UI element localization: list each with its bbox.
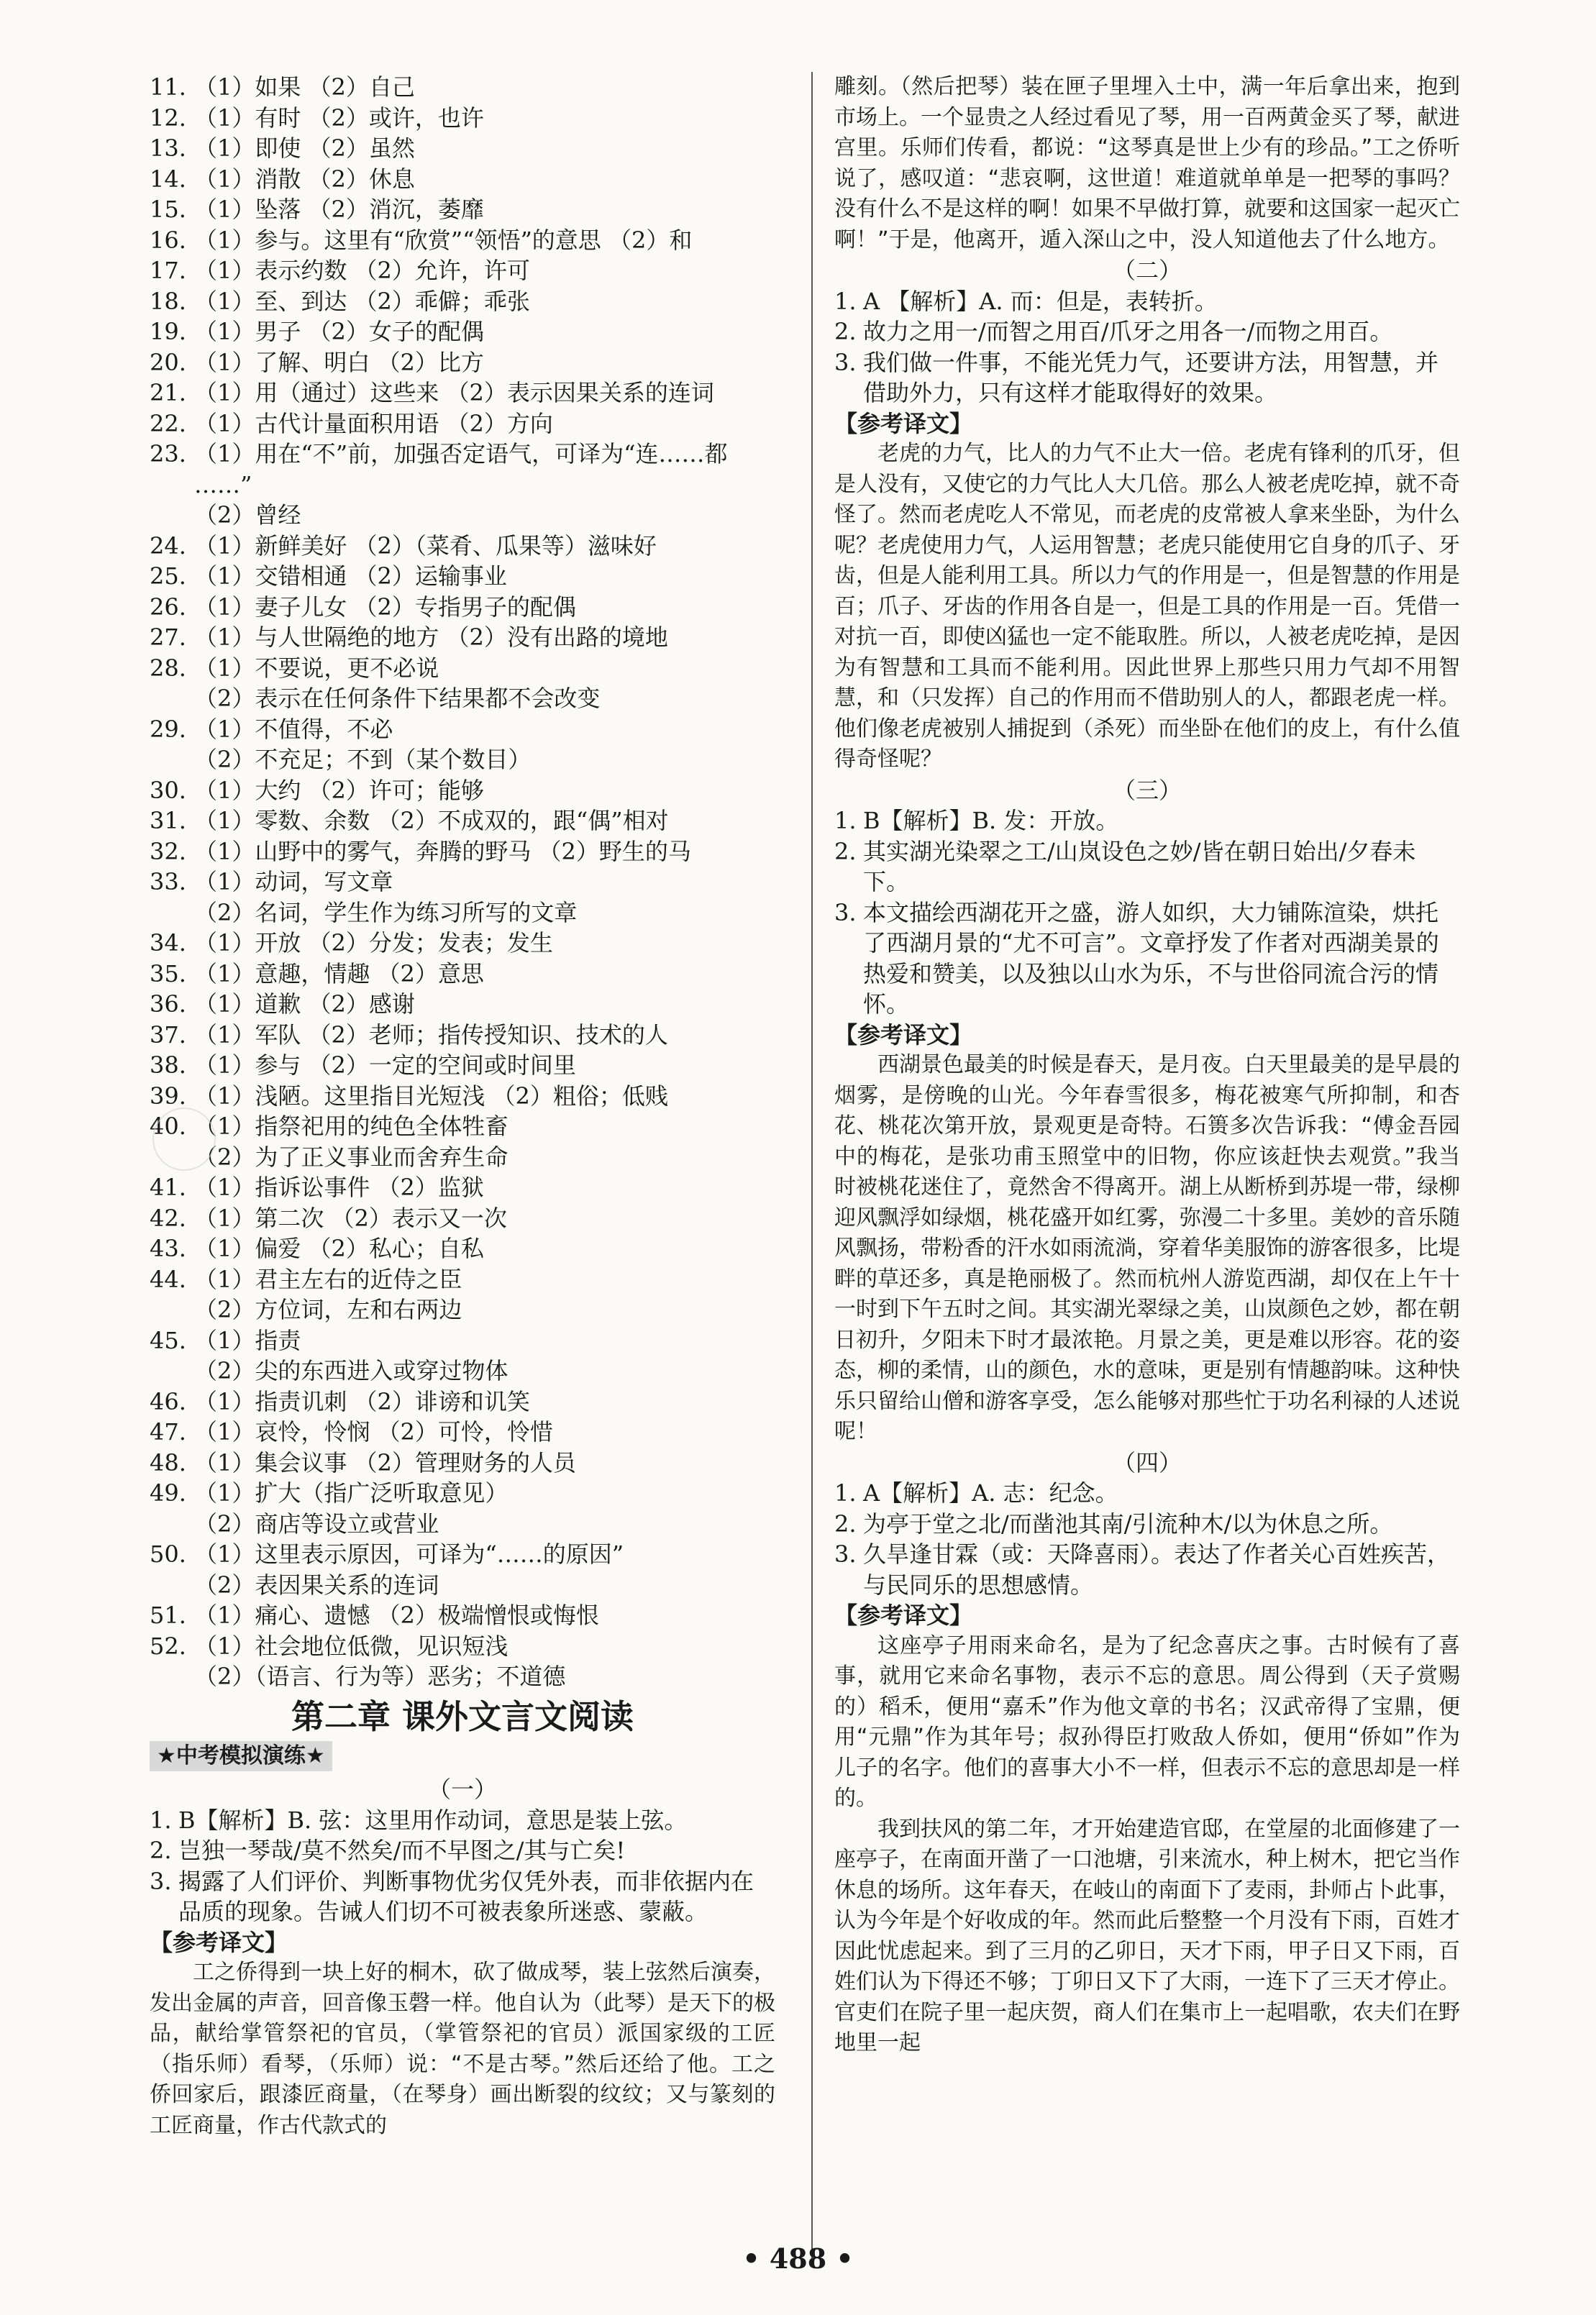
item23-continuation: ……” — [194, 470, 252, 498]
item-text: （1）集会议事 （2）管理财务的人员 — [194, 1448, 576, 1476]
section-2-title: （二） — [1112, 257, 1182, 284]
answer-item — [150, 1417, 775, 1448]
item-number: 12. — [150, 104, 186, 132]
item23-part2: （2）曾经 — [194, 501, 301, 529]
answer-item — [150, 867, 775, 898]
question-item — [834, 1539, 1460, 1600]
item-text: A 【解析】A. 而：但是，表转折。 — [863, 287, 1218, 315]
answer-item — [150, 1111, 775, 1142]
section-4-translation-p2: 我到扶风的第二年，才开始建造官邸，在堂屋的北面修建了一座亭子，在南面开凿了一口池塘，引来流水，种上树木，把它当作休息的场所。这年春天，在岐山的南面下了麦雨，卦师占卜此事，认为今年是个好收成的年。然而此后整整一个月没有下雨，百姓才因此忧虑起来。到了三月的乙卯日，天才下雨，甲子日又下雨，百姓们认为下得还不够；丁卯日又下了大雨，一连下了三天才停止。官吏们在院子里一起庆贺，商人们在集市上一起唱歌，农夫们在野地里一起 — [834, 1816, 1460, 2055]
answer-item — [150, 133, 775, 164]
item-number: 2. — [150, 1837, 172, 1864]
item-text: （1）偏爱 （2）私心；自私 — [194, 1235, 484, 1262]
item-number: 29. — [150, 715, 186, 743]
item40-part2: （2）为了正义事业而舍弃生命 — [194, 1143, 509, 1171]
item-number: 40. — [150, 1113, 186, 1140]
item-number: 41. — [150, 1174, 186, 1201]
section-1-translation: 工之侨得到一块上好的桐木，砍了做成琴，装上弦然后演奏，发出金属的声音，回音像玉磬一样。他自认为（此琴）是天下的极品，献给掌管祭祀的官员，（掌管祭祀的官员）派国家级的工匠（指乐师）看琴，（乐师）说：“不是古琴。”然后还给了他。工之侨回家后，跟漆匠商量，（在琴身）画出断裂的纹纹；又与篆刻的工匠商量，作古代款式的 — [150, 1960, 775, 2138]
item-text: （1）君主左右的近侍之臣 — [194, 1265, 462, 1293]
item50-part2: （2）表因果关系的连词 — [194, 1571, 439, 1599]
item-number: 47. — [150, 1418, 186, 1446]
item29-part2: （2）不充足；不到（某个数目） — [194, 746, 532, 773]
item-text: （1）道歉 （2）感谢 — [194, 990, 415, 1018]
item-text: （1）开放 （2）分发；发表；发生 — [194, 929, 553, 956]
answer-item — [150, 1631, 775, 1662]
answer-item — [150, 286, 775, 317]
answer-item — [150, 1387, 775, 1417]
reference-translation-label: 【参考译文】 — [834, 1602, 973, 1629]
answer-item — [150, 959, 775, 990]
item-number: 1. — [834, 807, 857, 834]
item-number: 11. — [150, 73, 186, 101]
item-text: （1）男子 （2）女子的配偶 — [194, 318, 484, 345]
answer-item-29 — [150, 714, 775, 745]
item-text: A【解析】A. 志：纪念。 — [863, 1479, 1118, 1507]
item-number: 38. — [150, 1051, 186, 1079]
item-number: 28. — [150, 654, 186, 682]
page-number: • 488 • — [742, 2242, 854, 2275]
item-text: （1）妻子儿女 （2）专指男子的配偶 — [194, 593, 576, 621]
item-text: （1）指诉讼事件 （2）监狱 — [194, 1174, 484, 1201]
chapter-title: 第二章 课外文言文阅读 — [291, 1697, 634, 1736]
answer-item — [150, 928, 775, 959]
item-number: 13. — [150, 134, 186, 162]
item-text: （1）坠落 （2）消沉，萎靡 — [194, 196, 484, 223]
item-text: （1）表示约数 （2）允许，许可 — [194, 257, 530, 284]
item-text: （1）山野中的雾气，奔腾的野马 （2）野生的马 — [194, 837, 691, 865]
answer-item — [150, 1172, 775, 1203]
item-text: （1）与人世隔绝的地方 （2）没有出路的境地 — [194, 624, 668, 651]
answer-item — [150, 1050, 775, 1081]
item-text: 为亭于堂之北/而凿池其南/引流种木/以为休息之所。 — [863, 1510, 1393, 1538]
item-text: （1）哀怜，怜悯 （2）可怜，怜惜 — [194, 1418, 553, 1446]
item-text: （1）交错相通 （2）运输事业 — [194, 562, 507, 590]
item-text: （1）动词，写文章 — [194, 868, 393, 895]
item-text: （1）不要说，更不必说 — [194, 654, 439, 682]
item-text: （1）大约 （2）许可；能够 — [194, 776, 484, 804]
question-item — [834, 836, 1460, 898]
item-text: （1）有时 （2）或许，也许 — [194, 104, 484, 132]
answer-item — [150, 194, 775, 225]
answer-item — [150, 653, 775, 684]
right-column — [834, 72, 1460, 2059]
item49-part2: （2）商店等设立或营业 — [194, 1510, 439, 1538]
item-text: （1）即使 （2）虽然 — [194, 134, 415, 162]
item-text: （1）不值得，不必 — [194, 715, 393, 743]
left-column — [150, 72, 775, 2141]
item-text: （1）社会地位低微，见识短浅 — [194, 1632, 509, 1660]
answer-item-50 — [150, 1539, 775, 1570]
question-item — [834, 1509, 1460, 1540]
answer-item — [150, 255, 775, 286]
question-item — [834, 805, 1460, 836]
item-text: （1）第二次 （2）表示又一次 — [194, 1204, 507, 1232]
item-number: 19. — [150, 318, 186, 345]
item-text: 其实湖光染翠之工/山岚设色之妙/皆在朝日始出/夕春未下。 — [863, 837, 1416, 895]
item-number: 22. — [150, 409, 186, 437]
item44-part2: （2）方位词，左和右两边 — [194, 1296, 462, 1323]
item-number: 48. — [150, 1448, 186, 1476]
item-text: （1）了解、明白 （2）比方 — [194, 348, 484, 376]
item-number: 24. — [150, 531, 186, 560]
item-number: 3. — [834, 1540, 857, 1568]
answer-item — [150, 836, 775, 867]
answer-item — [150, 408, 775, 439]
item52-part2: （2）（语言、行为等）恶劣；不道德 — [194, 1663, 566, 1690]
item-text: （1）军队 （2）老师；指传授知识、技术的人 — [194, 1020, 668, 1049]
item-text: （1）如果 （2）自己 — [194, 73, 415, 101]
question-item — [150, 1866, 775, 1927]
item-number: 1. — [150, 1806, 172, 1834]
item-number: 39. — [150, 1082, 186, 1110]
item-number: 3. — [834, 898, 857, 926]
question-item — [834, 347, 1460, 408]
reference-translation-label: 【参考译文】 — [834, 409, 973, 437]
answer-item — [150, 989, 775, 1020]
answer-item — [150, 1203, 775, 1234]
question-item — [834, 316, 1460, 347]
item-number: 14. — [150, 165, 186, 193]
item-number: 31. — [150, 807, 186, 834]
item-number: 49. — [150, 1479, 186, 1507]
reference-translation-label: 【参考译文】 — [834, 1020, 973, 1049]
item-number: 20. — [150, 348, 186, 376]
answer-item — [150, 775, 775, 806]
item-number: 23. — [150, 440, 186, 467]
item-text: （1）痛心、遗憾 （2）极端憎恨或悔恨 — [194, 1602, 599, 1629]
item-number: 52. — [150, 1632, 186, 1660]
item-text: （1）指祭祀用的纯色全体牲畜 — [194, 1113, 509, 1140]
item-number: 21. — [150, 379, 186, 406]
answer-item — [150, 1448, 775, 1479]
answer-item — [150, 225, 775, 256]
section-3-title: （三） — [1112, 776, 1182, 804]
item-text: （1）这里表示原因，可译为“……的原因” — [194, 1540, 624, 1568]
answer-item — [150, 316, 775, 347]
answer-item — [150, 531, 775, 562]
item-text: 岂独一琴哉/莫不然矣/而不早图之/其与亡矣! — [178, 1837, 626, 1864]
item-text: 久旱逢甘霖（或：天降喜雨）。表达了作者关心百姓疾苦，与民同乐的思想感情。 — [863, 1540, 1451, 1599]
answer-item — [150, 1020, 775, 1051]
item-number: 33. — [150, 868, 186, 895]
item-number: 18. — [150, 287, 186, 315]
item-number: 1. — [834, 1479, 857, 1507]
item-number: 42. — [150, 1204, 186, 1232]
item-number: 15. — [150, 196, 186, 223]
item-text: B【解析】B. 弦：这里用作动词，意思是装上弦。 — [178, 1806, 688, 1834]
item-text: （1）新鲜美好 （2）（菜肴、瓜果等）滋味好 — [194, 531, 657, 560]
section-4-title: （四） — [1112, 1448, 1182, 1476]
column-divider — [811, 72, 813, 2265]
item-text: （1）参与。这里有“欣赏”“领悟”的意思 （2）和 — [194, 226, 693, 254]
answer-item — [150, 1264, 775, 1295]
answer-item — [150, 1600, 775, 1631]
answer-item — [150, 1478, 775, 1509]
question-item — [150, 1805, 775, 1836]
item-number: 34. — [150, 929, 186, 956]
item-text: （1）古代计量面积用语 （2）方向 — [194, 409, 553, 437]
item33-part2: （2）名词，学生作为练习所写的文章 — [194, 898, 578, 926]
item-number: 25. — [150, 562, 186, 590]
item-number: 51. — [150, 1602, 186, 1629]
answer-item — [150, 72, 775, 103]
section-3-translation: 西湖景色最美的时候是春天，是月夜。白天里最美的是早晨的烟雾，是傍晚的山光。今年春雪很多，梅花被寒气所抑制，和杏花、桃花次第开放，景观更是奇特。石篑多次告诉我：“傅金吾园中的梅花，是张功甫玉照堂中的旧物，你应该赶快去观赏。”我当时被桃花迷住了，竟然舍不得离开。湖上从断桥到苏堤一带，绿柳迎风飘浮如绿烟，桃花盛开如红雾，弥漫二十多里。美妙的音乐随风飘扬，带粉香的汗水如雨流淌，穿着华美服饰的游客很多，比堤畔的草还多，真是艳丽极了。然而杭州人游览西湖，却仅在上午十一时到下午五时之间。其实湖光翠绿之美，山岚颜色之妙，都在朝日初升，夕阳未下时才最浓艳。月景之美，更是难以形容。花的姿态，柳的柔情，山的颜色，水的意味，更是别有情趣韵味。这种快乐只留给山僧和游客享受，怎么能够对那些忙于功名利禄的人述说呢！ — [834, 1052, 1460, 1444]
reference-translation-label: 【参考译文】 — [150, 1928, 288, 1956]
answer-item — [150, 439, 775, 470]
section-4-translation-p1: 这座亭子用雨来命名，是为了纪念喜庆之事。古时候有了喜事，就用它来命名事物，表示不忘的意思。周公得到（天子赏赐的）稻禾，便用“嘉禾”作为他文章的书名；汉武帝得了宝鼎，便用“元鼎”作为其年号；叔孙得臣打败敌人侨如，便用“侨如”作为儿子的名字。他们的喜事大小不一样，但表示不忘的意思却是一样的。 — [834, 1633, 1460, 1811]
question-item — [150, 1835, 775, 1866]
item-number: 1. — [834, 287, 857, 315]
item-text: 我们做一件事，不能光凭力气，还要讲方法，用智慧，并借助外力，只有这样才能取得好的效果。 — [863, 348, 1439, 406]
item-number: 16. — [150, 226, 186, 254]
exam-practice-band: ★中考模拟演练★ — [150, 1741, 332, 1772]
item-number: 3. — [834, 348, 857, 376]
item45-part2: （2）尖的东西进入或穿过物体 — [194, 1357, 509, 1384]
answer-item — [150, 561, 775, 592]
question-item — [834, 1478, 1460, 1509]
answer-item — [150, 1233, 775, 1264]
item-text: （1）扩大（指广泛听取意见） — [194, 1479, 509, 1507]
item-number: 27. — [150, 624, 186, 651]
item28-part2: （2）表示在任何条件下结果都不会改变 — [194, 685, 601, 712]
item-number: 2. — [834, 837, 857, 865]
item-number: 26. — [150, 593, 186, 621]
item-text: （1）零数、余数 （2）不成双的，跟“偶”相对 — [194, 807, 669, 834]
section-1-translation-continued: 雕刻。（然后把琴）装在匣子里埋入土中，满一年后拿出来，抱到市场上。一个显贵之人经过看见了琴，用一百两黄金买了琴，献进宫里。乐师们传看，都说：“这琴真是世上少有的珍品。”工之侨听说了，感叹道：“悲哀啊，这世道！难道就单单是一把琴的事吗？没有什么不是这样的啊！如果不早做打算，就要和这国家一起灭亡啊！”于是，他离开，遁入深山之中，没人知道他去了什么地方。 — [834, 74, 1460, 252]
item-number: 30. — [150, 776, 186, 804]
item-number: 50. — [150, 1540, 186, 1568]
question-item — [834, 286, 1460, 317]
item-text: （1）指责 — [194, 1326, 301, 1354]
answer-item — [150, 347, 775, 378]
item-number: 46. — [150, 1387, 186, 1415]
answer-item — [150, 1081, 775, 1112]
item-number: 3. — [150, 1867, 172, 1895]
item-text: （1）意趣，情趣 （2）意思 — [194, 959, 484, 987]
item-text: 故力之用一/而智之用百/爪牙之用各一/而物之用百。 — [863, 318, 1393, 345]
item-number: 36. — [150, 990, 186, 1018]
item-text: （1）消散 （2）休息 — [194, 165, 415, 193]
item-number: 37. — [150, 1020, 186, 1049]
question-item — [834, 898, 1460, 1020]
item-number: 32. — [150, 837, 186, 865]
item-text: B【解析】B. 发：开放。 — [863, 807, 1119, 834]
item-text: 揭露了人们评价、判断事物优劣仅凭外表，而非依据内在品质的现象。告诫人们切不可被表象所迷惑、蒙蔽。 — [178, 1867, 754, 1925]
answer-item — [150, 164, 775, 195]
item-text: （1）用（通过）这些来 （2）表示因果关系的连词 — [194, 379, 714, 406]
item-number: 35. — [150, 959, 186, 987]
answer-item — [150, 805, 775, 836]
item-number: 45. — [150, 1326, 186, 1354]
item-text: （1）浅陋。这里指目光短浅 （2）粗俗；低贱 — [194, 1082, 668, 1110]
item-number: 2. — [834, 1510, 857, 1538]
item-number: 43. — [150, 1235, 186, 1262]
answer-item — [150, 622, 775, 653]
section-2-translation: 老虎的力气，比人的力气不止大一倍。老虎有锋利的爪牙，但是人没有，又使它的力气比人大几倍。那么人被老虎吃掉，就不奇怪了。然而老虎吃人不常见，而老虎的皮常被人拿来坐卧，为什么呢？老虎使用力气，人运用智慧；老虎只能使用它自身的爪子、牙齿，但是人能利用工具。所以力气的作用是一，但是智慧的作用是百；爪子、牙齿的作用各自是一，但是工具的作用是一百。凭借一对抗一百，即使凶猛也一定不能取胜。所以，人被老虎吃掉，是因为有智慧和工具而不能利用。因此世界上那些只用力气却不用智慧，和（只发挥）自己的作用而不借助别人的人，都跟老虎一样。他们像老虎被别人捕捉到（杀死）而坐卧在他们的皮上，有什么值得奇怪呢？ — [834, 441, 1460, 772]
item-text: 本文描绘西湖花开之盛，游人如织，大力铺陈渲染，烘托了西湖月景的“尤不可言”。文章抒发了作者对西湖美景的热爱和赞美，以及独以山水为乐，不与世俗同流合污的情怀。 — [863, 898, 1439, 1018]
watermark-stamp — [152, 1108, 216, 1171]
answer-item — [150, 592, 775, 623]
answer-item-45 — [150, 1325, 775, 1356]
answer-item — [150, 103, 775, 134]
item-number: 2. — [834, 318, 857, 345]
item-number: 17. — [150, 257, 186, 284]
section-1-title: （一） — [427, 1776, 497, 1803]
answer-item — [150, 378, 775, 408]
item-text: （1）至、到达 （2）乖僻；乖张 — [194, 287, 530, 315]
item-text: （1）指责讥刺 （2）诽谤和讥笑 — [194, 1387, 530, 1415]
item-number: 44. — [150, 1265, 186, 1293]
item-text: （1）用在“不”前，加强否定语气，可译为“连……都 — [194, 440, 728, 467]
item-text: （1）参与 （2）一定的空间或时间里 — [194, 1051, 576, 1079]
